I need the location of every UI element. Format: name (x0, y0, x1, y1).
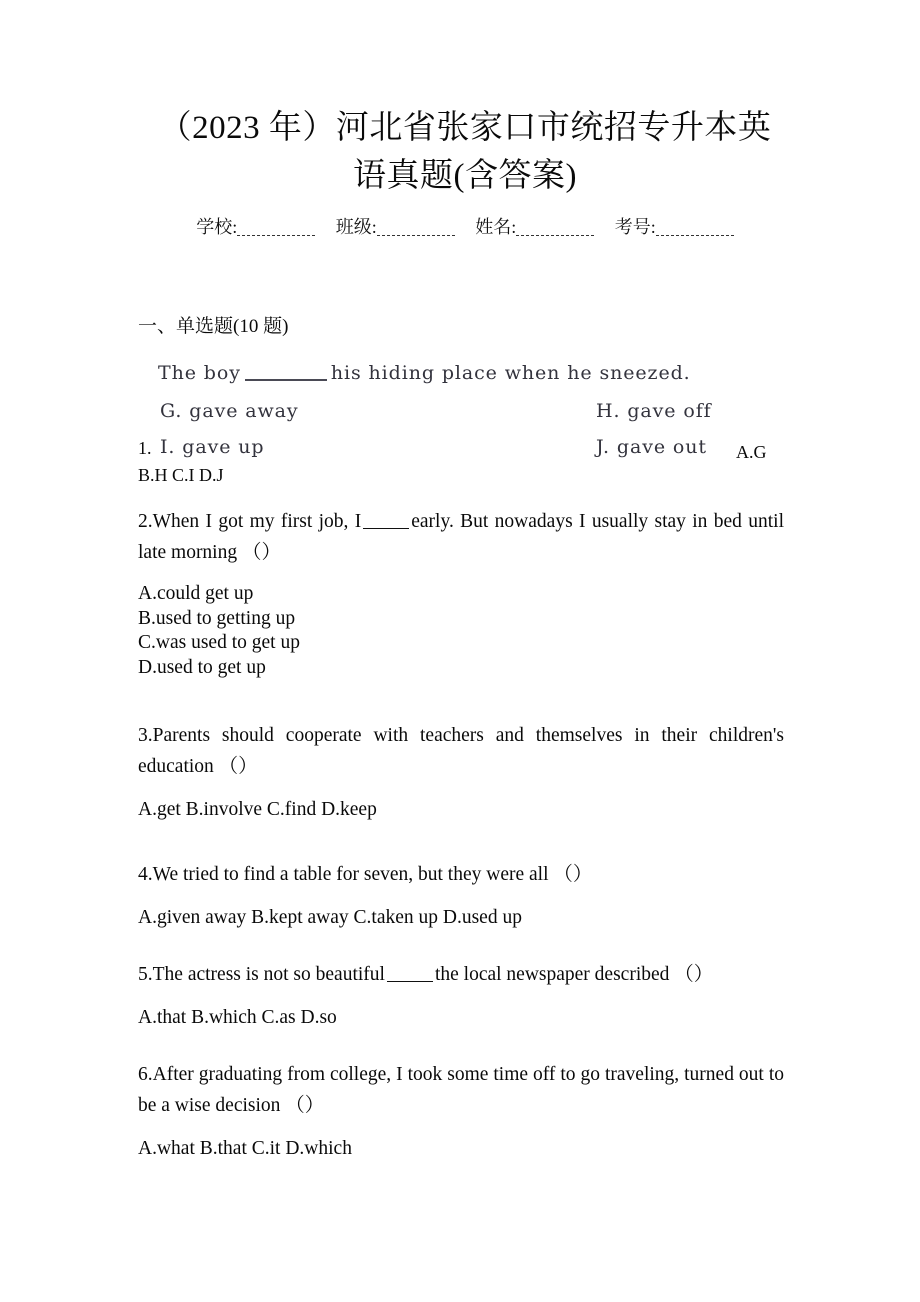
question-2-options (138, 582, 784, 680)
identity-field-class (336, 213, 455, 241)
identity-field-school-label: 学校: (196, 217, 238, 237)
question-2-stem (138, 506, 784, 568)
identity-field-class-label: 班级: (335, 217, 377, 237)
question-2-stem-part2: early. But nowadays I usually stay in bed until late morning （） (138, 511, 785, 563)
question-2-stem-part1: 2.When I got my first job, I (138, 511, 362, 532)
question-item-3 (138, 720, 784, 825)
question-2-option-d[interactable]: D.used to get up (138, 656, 266, 678)
question-1-blank (245, 366, 327, 381)
identity-field-exam-number-blank[interactable] (656, 221, 734, 236)
identity-field-exam-number-label: 考号: (614, 217, 656, 237)
question-4-options[interactable]: A.given away B.kept away C.taken up D.used up (138, 907, 522, 928)
question-item-5 (138, 959, 784, 1033)
question-1-scan-wrapper (138, 352, 784, 485)
identity-field-exam-number (615, 213, 734, 241)
question-4-stem: 4.We tried to find a table for seven, but they were all （） (138, 864, 593, 885)
question-1-scanned-image (138, 352, 784, 470)
question-3-options[interactable]: A.get B.involve C.find D.keep (138, 799, 377, 820)
question-3-stem: 3.Parents should cooperate with teachers and themselves in their children's education （） (138, 725, 784, 777)
question-2-option-b[interactable]: B.used to getting up (138, 607, 296, 629)
question-1-option-i: I. gave up (160, 436, 265, 458)
question-1-stem-after: his hiding place when he sneezed. (330, 362, 691, 384)
question-1-stem-before: The boy (158, 362, 241, 384)
identity-fields-row (140, 213, 790, 241)
question-1-answer-tail: A.G (736, 442, 767, 462)
question-6-stem: 6.After graduating from college, I took some time off to go traveling, turned out to be a wise decision （） (138, 1064, 784, 1116)
question-item-2 (138, 506, 784, 680)
identity-field-name (475, 213, 594, 241)
title-line-1: （2023 年）河北省张家口市统招专升本英 (158, 110, 772, 146)
question-item-6 (138, 1059, 784, 1164)
identity-field-school-blank[interactable] (237, 221, 315, 236)
identity-field-name-label: 姓名: (475, 217, 517, 237)
question-item-1 (138, 352, 784, 485)
section-heading-single-choice: 一、单选题(10 题) (138, 316, 289, 337)
question-1-option-h: H. gave off (596, 400, 712, 422)
question-1-answer-wrap: B.H C.I D.J (138, 465, 224, 485)
question-5-options[interactable]: A.that B.which C.as D.so (138, 1007, 337, 1028)
title-line-2: 语真题(含答案) (353, 158, 577, 194)
question-item-4 (138, 859, 784, 933)
identity-field-name-blank[interactable] (516, 221, 594, 236)
page-title (145, 104, 785, 200)
question-2-option-c[interactable]: C.was used to get up (138, 632, 300, 653)
question-5-stem-part2: the local newspaper described （） (434, 964, 714, 985)
question-5-stem (138, 959, 784, 990)
question-2-option-a[interactable]: A.could get up (138, 583, 254, 604)
identity-field-class-blank[interactable] (377, 221, 455, 236)
questions-list (138, 352, 784, 1176)
question-1-option-g: G. gave away (160, 400, 299, 422)
question-1-stem (158, 358, 691, 388)
question-1-number: 1. (138, 438, 152, 458)
identity-field-school (196, 213, 315, 241)
question-2-blank (363, 514, 409, 529)
question-1-option-j: J. gave out (596, 436, 707, 458)
question-5-blank (387, 967, 433, 982)
question-6-options[interactable]: A.what B.that C.it D.which (138, 1138, 352, 1159)
question-5-stem-part1: 5.The actress is not so beautiful (138, 964, 385, 985)
